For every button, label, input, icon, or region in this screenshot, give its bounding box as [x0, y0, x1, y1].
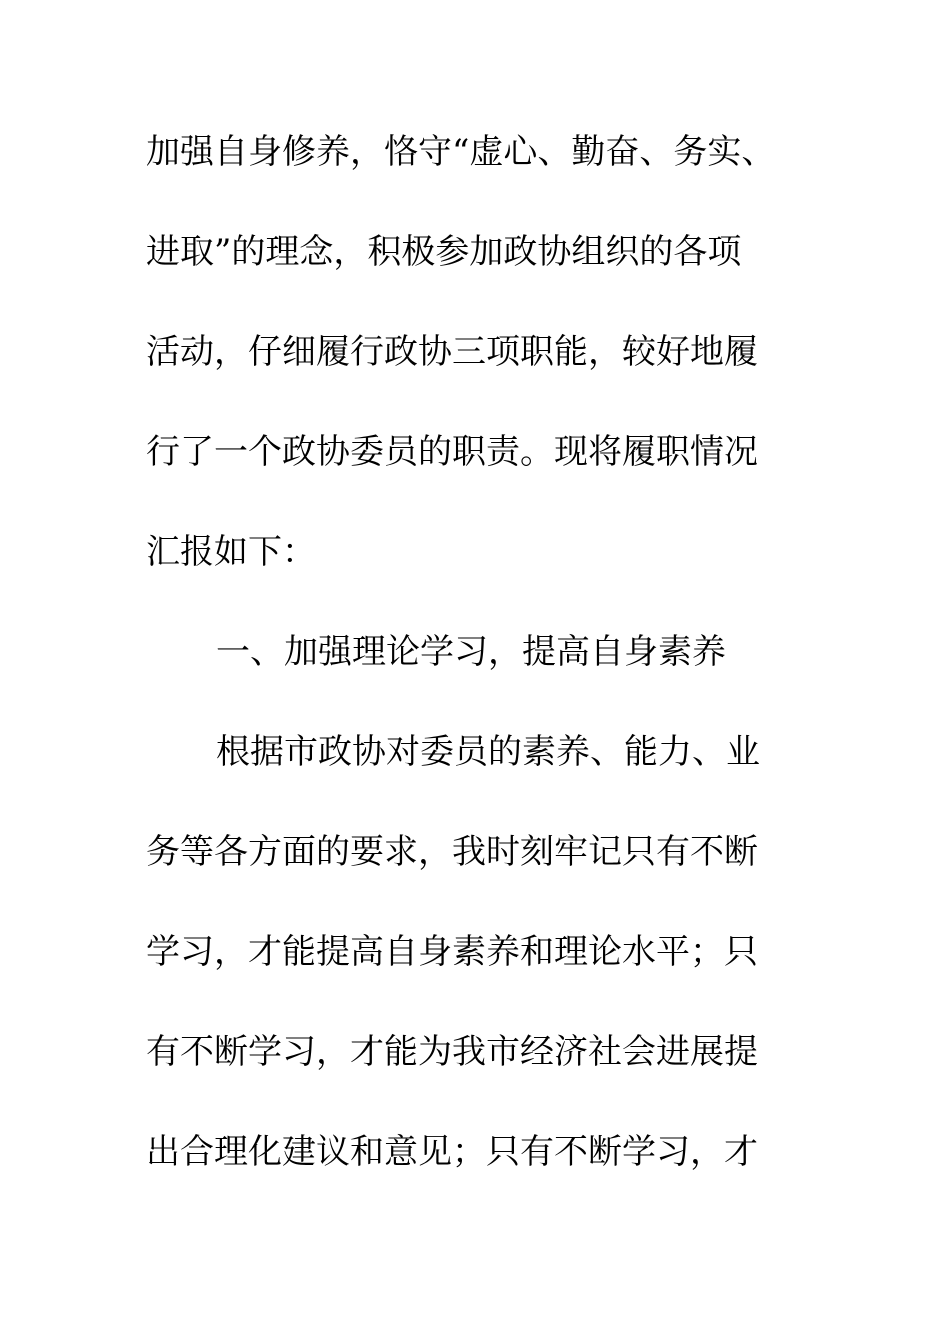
paragraph-line: 活动，仔细履行政协三项职能，较好地履 [146, 332, 758, 372]
paragraph-line: 学习，才能提高自身素养和理论水平；只 [146, 932, 758, 972]
paragraph-line: 加强自身修养，恪守“虚心、勤奋、务实、 [146, 132, 776, 172]
paragraph-line: 汇报如下： [146, 532, 316, 572]
paragraph-line: 根据市政协对委员的素养、能力、业 [216, 732, 760, 772]
paragraph-line: 务等各方面的要求，我时刻牢记只有不断 [146, 832, 758, 872]
paragraph-line: 出合理化建议和意见；只有不断学习，才 [146, 1132, 758, 1172]
paragraph-line: 行了一个政协委员的职责。现将履职情况 [146, 432, 758, 472]
section-heading: 一、加强理论学习，提高自身素养 [216, 632, 726, 672]
paragraph-line: 有不断学习，才能为我市经济社会进展提 [146, 1032, 758, 1072]
paragraph-line: 进取”的理念，积极参加政协组织的各项 [146, 232, 742, 272]
